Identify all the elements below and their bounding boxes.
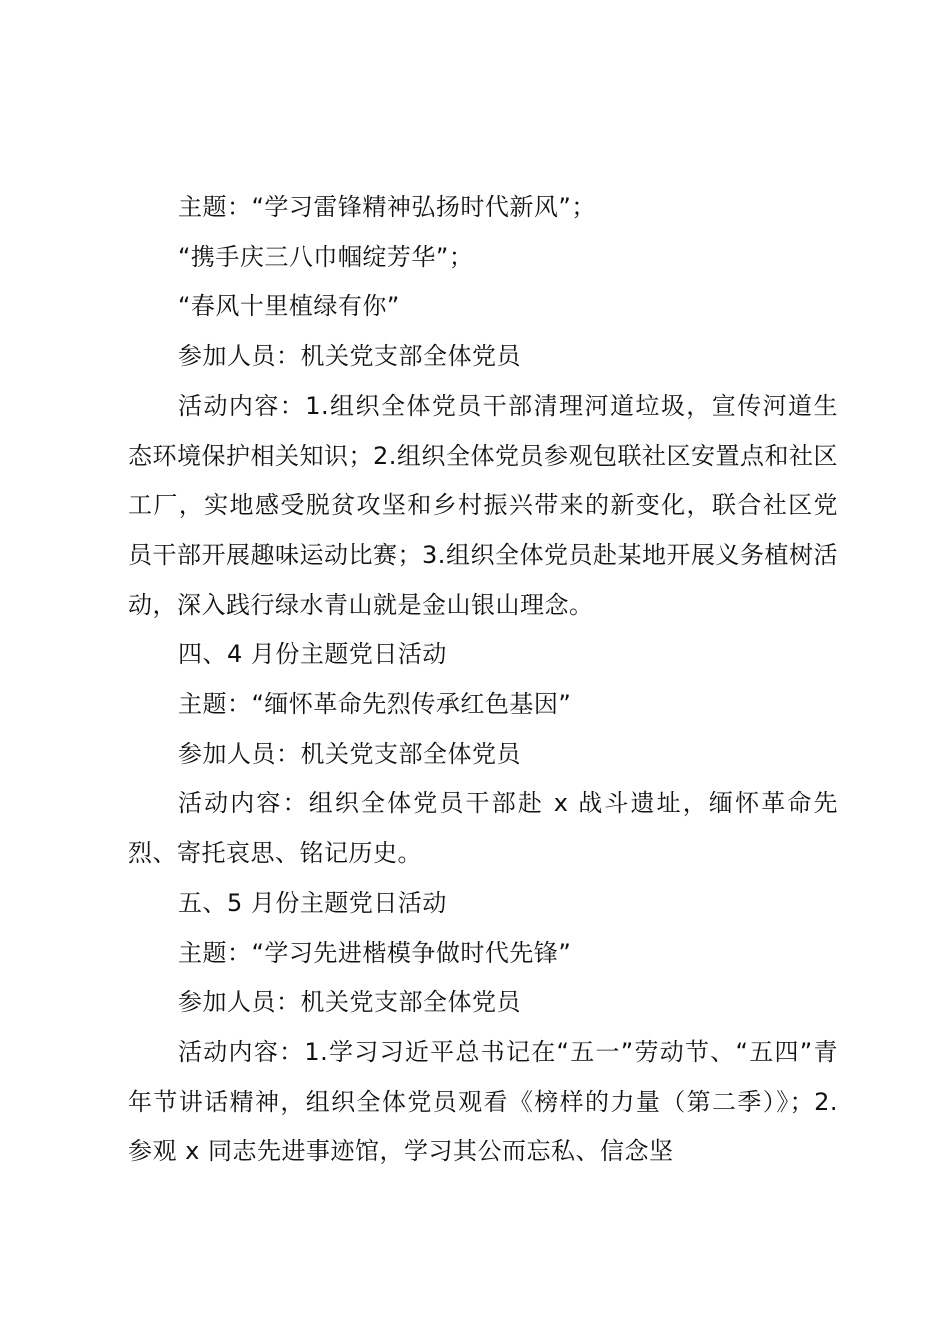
- paragraph-activity-content-march: 活动内容：1.组织全体党员干部清理河道垃圾，宣传河道生态环境保护相关知识；2.组织全体党员参观包联社区安置点和社区工厂，实地感受脱贫攻坚和乡村振兴带来的新变化，联合社区党员干部开展趣味运动比赛；3.组织全体党员赴某地开展义务植树活动，深入践行绿水青山就是金山银山理念。: [128, 391, 838, 619]
- paragraph-participants-march: 参加人员：机关党支部全体党员: [178, 342, 521, 371]
- paragraph-theme-womens-day: “携手庆三八巾帼绽芳华”；: [178, 242, 474, 271]
- paragraph-theme-march: 主题：“学习雷锋精神弘扬时代新风”；: [178, 193, 596, 221]
- paragraph-participants-april: 参加人员：机关党支部全体党员: [178, 739, 521, 768]
- paragraph-theme-tree-planting: “春风十里植绿有你”: [178, 292, 400, 321]
- paragraph-participants-may: 参加人员：机关党支部全体党员: [178, 988, 521, 1017]
- section-heading-may: 五、5 月份主题党日活动: [178, 888, 447, 917]
- paragraph-activity-content-may: 活动内容：1.学习习近平总书记在“五一”劳动节、“五四”青年节讲话精神，组织全体党员观看《榜样的力量（第二季）》；2.参观 x 同志先进事迹馆，学习其公而忘私、信念坚: [128, 1037, 838, 1166]
- section-heading-april: 四、4 月份主题党日活动: [178, 640, 447, 669]
- paragraph-theme-april: 主题：“缅怀革命先烈传承红色基因”: [178, 690, 572, 719]
- paragraph-activity-content-april: 活动内容：组织全体党员干部赴 x 战斗遗址，缅怀革命先烈、寄托哀思、铭记历史。: [128, 789, 838, 868]
- document-body: [128, 183, 838, 1177]
- paragraph-theme-may: 主题：“学习先进楷模争做时代先锋”: [178, 938, 572, 967]
